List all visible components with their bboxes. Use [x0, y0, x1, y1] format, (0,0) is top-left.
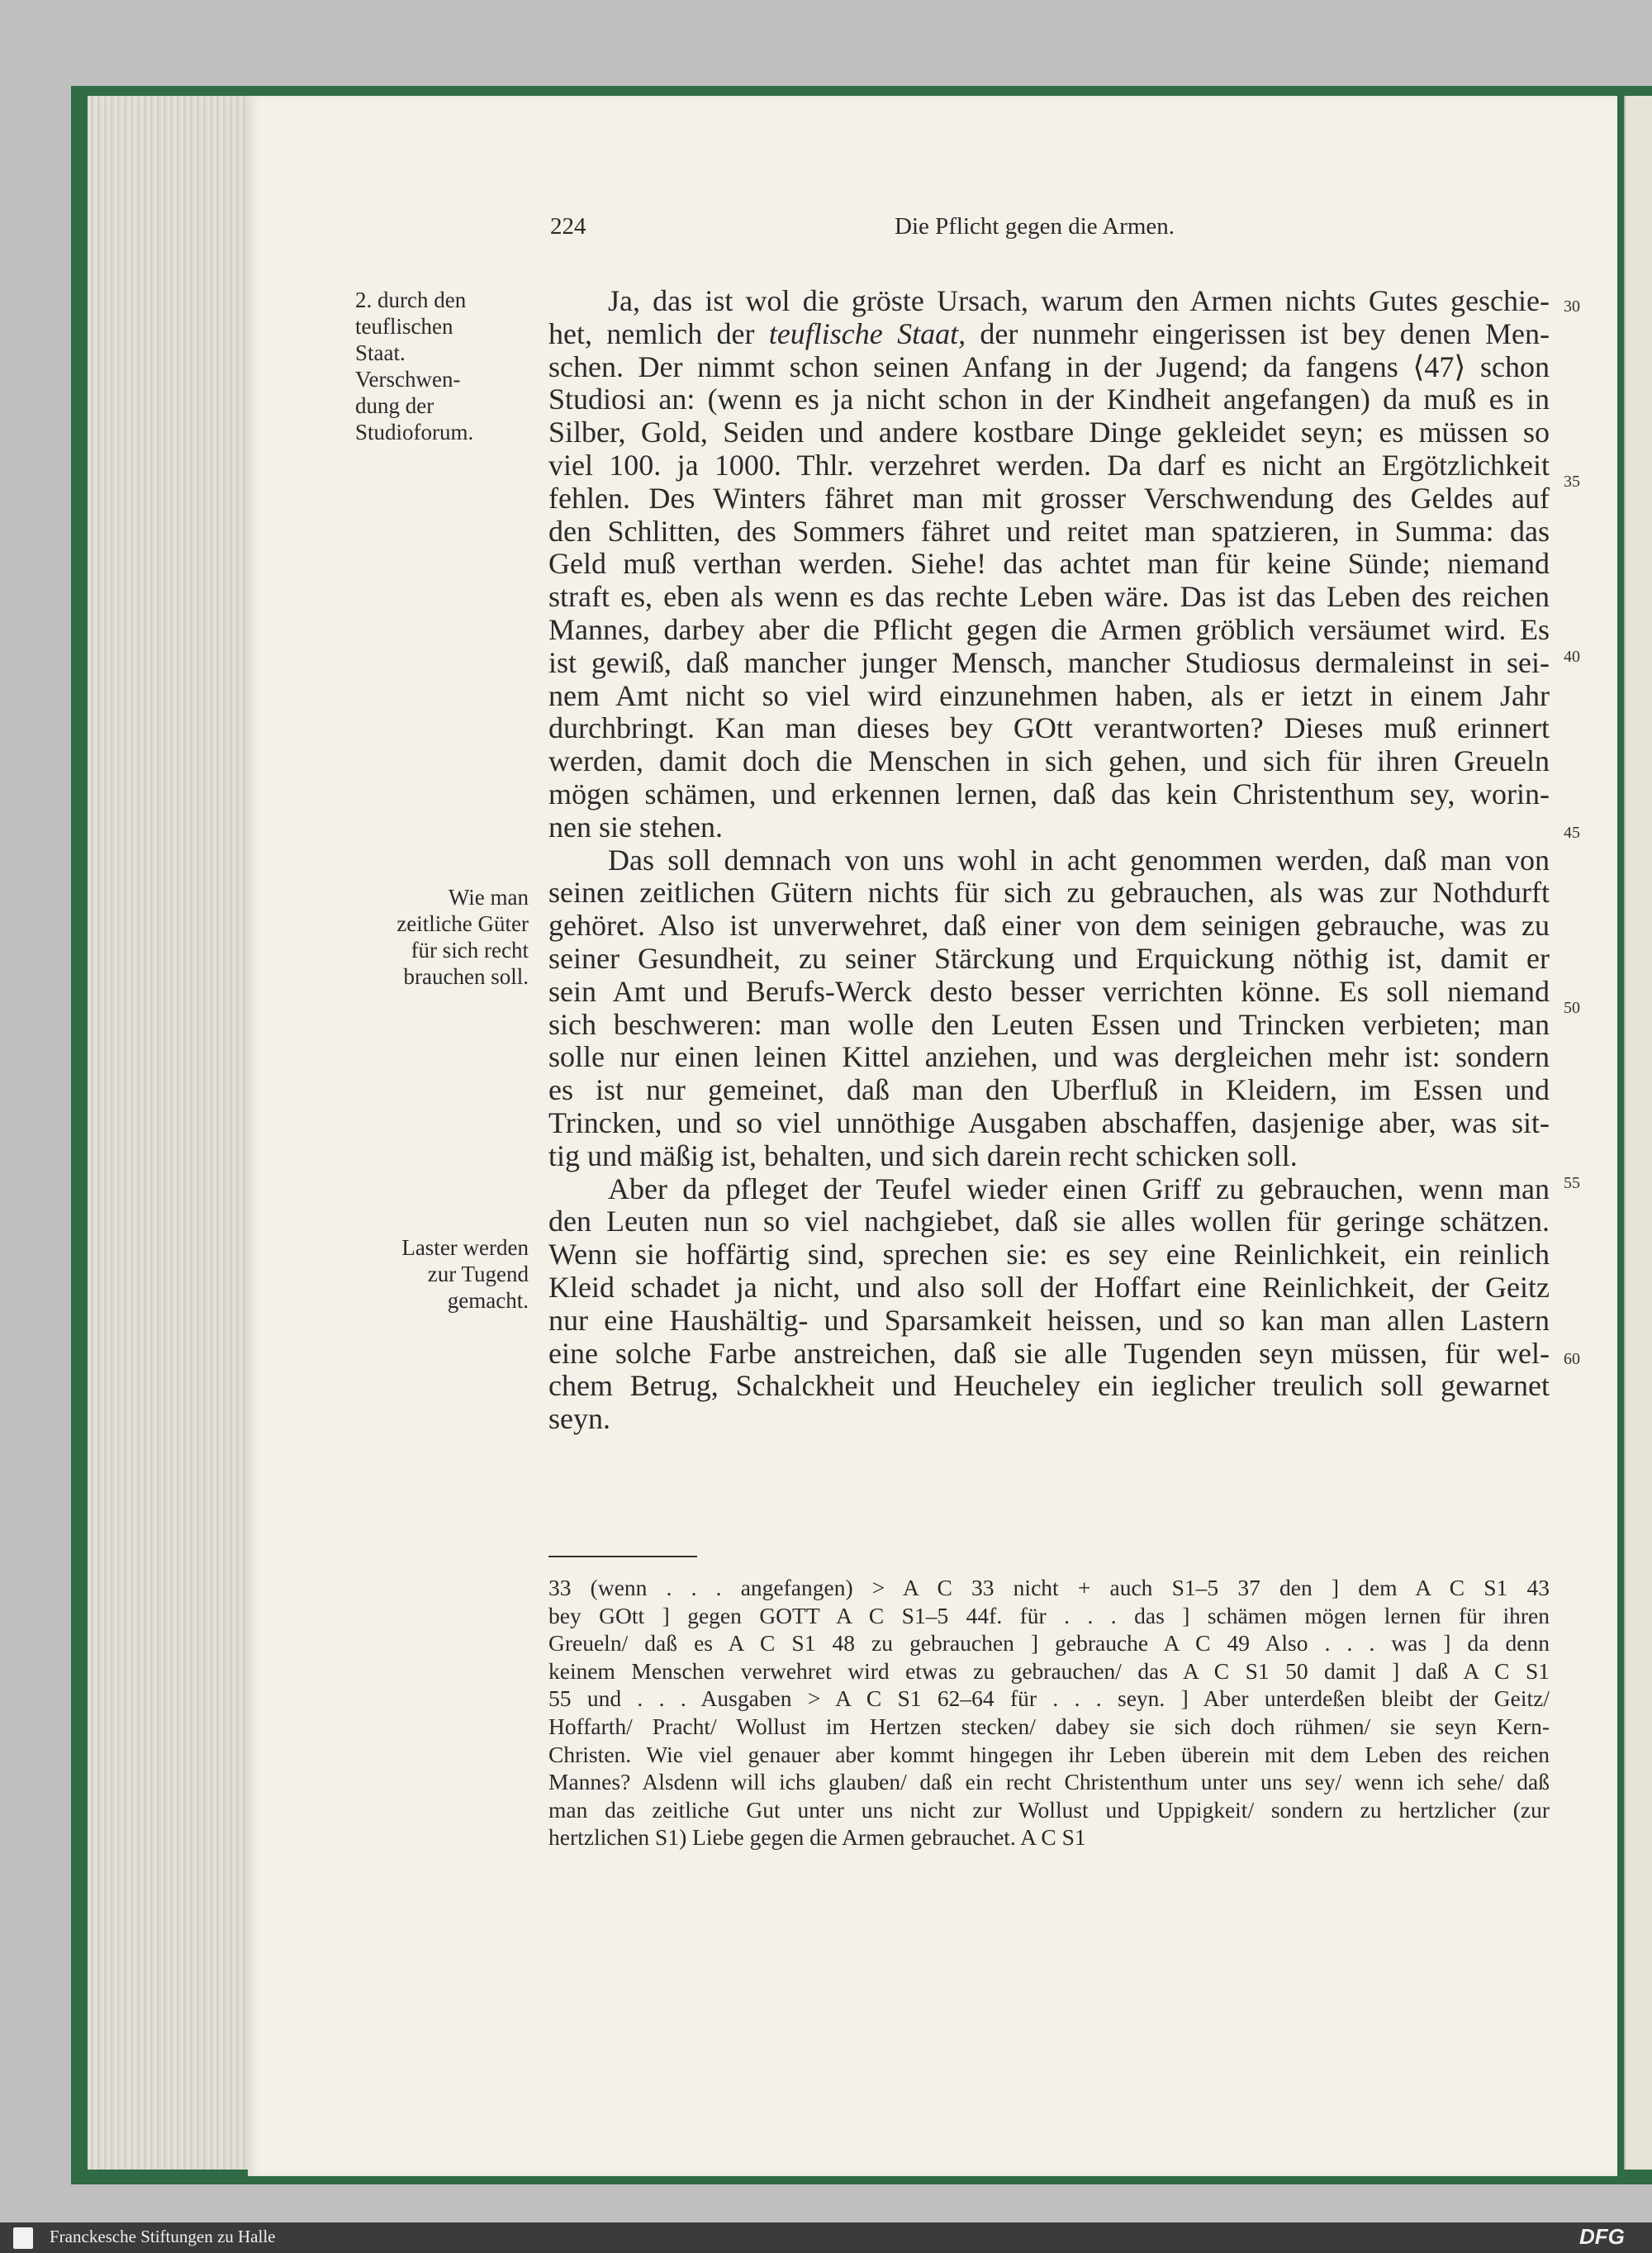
- facing-page-edge: [1624, 96, 1652, 2170]
- margin-note-line: Staat.: [355, 340, 406, 365]
- text-line: sein Amt und Berufs-Werck desto besser verrichten könne. Es soll niemand: [548, 974, 1550, 1008]
- margin-note-zeitliche-gueter: [355, 884, 529, 990]
- margin-note-line: zeitliche Güter: [396, 911, 529, 936]
- line-number: 30: [1564, 297, 1580, 316]
- page-number: 224: [550, 213, 586, 240]
- text-line: Studiosi an: (wenn es ja nicht schon in der Kindheit angefangen) da muß es in: [548, 383, 1550, 416]
- margin-note-line: gemacht.: [447, 1288, 529, 1313]
- apparatus-line: hertzlichen S1) Liebe gegen die Armen gebrauchet. A C S1: [548, 1824, 1086, 1851]
- text-line: Kleid schadet ja nicht, und also soll der Hoffart eine Reinlichkeit, der Geitz: [548, 1270, 1550, 1304]
- text-line: seiner Gesundheit, zu seiner Stärckung und Erquickung nöthig ist, damit er: [548, 941, 1550, 975]
- text-line: gehöret. Also ist unverwehret, daß einer von dem seinigen gebrauche, was zu: [548, 909, 1550, 943]
- line-number: 55: [1564, 1174, 1580, 1192]
- text-line: mögen schämen, und erkennen lernen, daß das kein Christenthum sey, worin-: [548, 777, 1550, 810]
- apparatus-line: Christen. Wie viel genauer aber kommt hingegen ihr Leben überein mit dem Leben des reichen: [548, 1741, 1550, 1767]
- footer-institution: Franckesche Stiftungen zu Halle: [50, 2227, 276, 2246]
- apparatus-line: man das zeitliche Gut unter uns nicht zur Wollust und Uppigkeit/ sondern zu hertzlicher (zur: [548, 1796, 1550, 1823]
- paragraph: [548, 285, 1550, 844]
- margin-note-line: Studioforum.: [355, 420, 474, 444]
- text-line: seyn.: [548, 1402, 610, 1436]
- critical-apparatus: [548, 1574, 1550, 1851]
- text-line: ist gewiß, daß mancher junger Mensch, mancher Studiosus dermaleinst in sei-: [548, 645, 1550, 679]
- main-text: [548, 285, 1550, 1436]
- margin-note-line: Wie man: [448, 885, 529, 910]
- margin-note-line: brauchen soll.: [403, 964, 529, 989]
- page-stack-edge: [88, 96, 269, 2170]
- dfg-logo: DFG: [1579, 2224, 1625, 2249]
- margin-note-line: zur Tugend: [427, 1262, 529, 1286]
- margin-note-laster: [355, 1234, 529, 1314]
- line-number: 35: [1564, 473, 1580, 491]
- text-line: schen. Der nimmt schon seinen Anfang in der Jugend; da fangens ⟨47⟩ schon: [548, 349, 1550, 383]
- margin-note-line: Verschwen-: [355, 367, 461, 392]
- text-line: seinen zeitlichen Gütern nichts für sich zu gebrauchen, als was zur Nothdurft: [548, 876, 1550, 910]
- text-line: durchbringt. Kan man dieses bey GOtt verantworten? Dieses muß erinnert: [548, 711, 1550, 745]
- line-number: 45: [1564, 824, 1580, 842]
- text-line: chem Betrug, Schalckheit und Heucheley ein ieglicher treulich soll gewarnet: [548, 1369, 1550, 1403]
- text-line: eine solche Farbe anstreichen, daß sie alle Tugenden seyn müssen, für wel-: [548, 1336, 1550, 1370]
- apparatus-line: 33 (wenn . . . angefangen) > A C 33 nicht + auch S1–5 37 den ] dem A C S1 43: [548, 1575, 1550, 1600]
- text-line: Ja, das ist wol die gröste Ursach, warum den Armen nichts Gutes geschie-: [608, 284, 1550, 317]
- apparatus-line: keinem Menschen verwehret wird etwas zu gebrauchen/ das A C S1 50 damit ] daß A C S1: [548, 1657, 1550, 1684]
- text-line: tig und mäßig ist, behalten, und sich darein recht schicken soll.: [548, 1138, 1298, 1172]
- text-line: Wenn sie hoffärtig sind, sprechen sie: es sey eine Reinlichkeit, ein reinlich: [548, 1238, 1550, 1271]
- line-number: 60: [1564, 1350, 1580, 1368]
- institution-logo-icon: [13, 2227, 33, 2249]
- text-line: es ist nur gemeinet, daß man den Uberfluß in Kleidern, im Essen und: [548, 1073, 1550, 1107]
- margin-note-line: Laster werden: [401, 1235, 529, 1260]
- text-line: Trincken, und so viel unnöthige Ausgaben abschaffen, dasjenige aber, was sit-: [548, 1105, 1550, 1139]
- margin-note-line: teuflischen: [355, 314, 453, 339]
- running-title: Die Pflicht gegen die Armen.: [895, 213, 1175, 240]
- apparatus-line: Hoffarth/ Pracht/ Wollust im Hertzen stecken/ dabey sie sich doch rühmen/ sie seyn Kern-: [548, 1713, 1550, 1739]
- margin-note-line: 2. durch den: [355, 288, 467, 312]
- text-line: nen sie stehen.: [548, 810, 723, 844]
- text-line: straft es, eben als wenn es das rechte Leben wäre. Das ist das Leben des reichen: [548, 580, 1550, 614]
- text-line: viel 100. ja 1000. Thlr. verzehret werden. Da darf es nicht an Ergötzlichkeit: [548, 448, 1550, 482]
- text-line: nur eine Haushältig- und Sparsamkeit heissen, und so kan man allen Lastern: [548, 1303, 1550, 1337]
- text-line: nem Amt nicht so viel wird einzunehmen haben, als er ietzt in einem Jahr: [548, 678, 1550, 712]
- margin-note-teuflischer-staat: [355, 287, 529, 445]
- text-line: den Leuten nun so viel nachgiebet, daß sie alles wollen für geringe schätzen.: [548, 1205, 1550, 1238]
- apparatus-line: Mannes? Alsdenn will ichs glauben/ daß ein recht Christenthum unter uns sey/ wenn ich sehe/ daß: [548, 1769, 1550, 1795]
- text-line: Aber da pfleget der Teufel wieder einen Griff zu gebrauchen, wenn man: [608, 1172, 1550, 1205]
- text-line: den Schlitten, des Sommers fähret und reitet man spatzieren, in Summa: das: [548, 514, 1550, 548]
- apparatus-line: Greueln/ daß es A C S1 48 zu gebrauchen ] gebrauche A C 49 Also . . . was ] da denn: [548, 1630, 1550, 1656]
- paragraph: [548, 1173, 1550, 1436]
- text-line: Mannes, darbey aber die Pflicht gegen die Armen gröblich versäumet wird. Es: [548, 612, 1550, 646]
- apparatus-line: bey GOtt ] gegen GOTT A C S1–5 44f. für . . . das ] schämen mögen lernen für ihren: [548, 1602, 1550, 1628]
- text-line: het, nemlich der teuflische Staat, der nunmehr eingerissen ist bey denen Men-: [548, 316, 1550, 350]
- text-line: Silber, Gold, Seiden und andere kostbare Dinge gekleidet seyn; es müssen so: [548, 416, 1550, 449]
- apparatus-line: 55 und . . . Ausgaben > A C S1 62–64 für . . . seyn. ] Aber unterdeßen bleibt der Geitz/: [548, 1685, 1550, 1712]
- margin-note-line: dung der: [355, 393, 434, 418]
- text-line: fehlen. Des Winters fähret man mit grosser Verschwendung des Geldes auf: [548, 481, 1550, 515]
- line-number: 50: [1564, 999, 1580, 1017]
- text-line: Das soll demnach von uns wohl in acht genommen werden, daß man von: [608, 843, 1550, 877]
- text-line: solle nur einen leinen Kittel anziehen, und was dergleichen mehr ist: sondern: [548, 1040, 1550, 1074]
- footnote-rule: [548, 1556, 697, 1557]
- margin-note-line: für sich recht: [411, 938, 529, 963]
- text-line: Geld muß verthan werden. Siehe! das achtet man für keine Sünde; niemand: [548, 547, 1550, 581]
- text-line: werden, damit doch die Menschen in sich gehen, und sich für ihren Greueln: [548, 744, 1550, 778]
- paragraph: [548, 844, 1550, 1173]
- text-line: sich beschweren: man wolle den Leuten Essen und Trincken verbieten; man: [548, 1007, 1550, 1041]
- line-number: 40: [1564, 648, 1580, 666]
